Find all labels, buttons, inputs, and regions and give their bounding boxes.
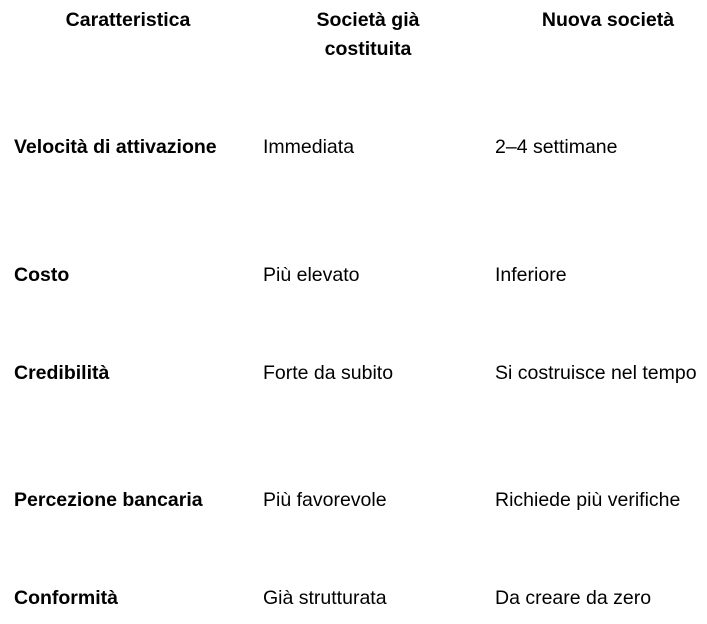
cell-new: Richiede più verifiche	[495, 489, 681, 511]
row-label: Percezione bancaria	[14, 489, 203, 511]
row-label: Credibilità	[14, 362, 110, 384]
row-label: Velocità di attivazione	[14, 136, 217, 158]
cell-new: 2–4 settimane	[495, 136, 618, 158]
cell-new: Si costruisce nel tempo	[495, 362, 697, 384]
cell-existing: Più favorevole	[263, 489, 387, 511]
cell-new: Inferiore	[495, 264, 567, 286]
column-header-feature: Caratteristica	[65, 9, 191, 31]
cell-new: Da creare da zero	[495, 587, 652, 609]
column-header-existing-company: Società già costituita	[316, 9, 420, 60]
cell-existing: Più elevato	[263, 264, 360, 286]
cell-existing: Già strutturata	[263, 587, 387, 609]
row-label: Conformità	[14, 587, 118, 609]
cell-existing: Immediata	[263, 136, 355, 158]
row-label: Costo	[14, 264, 70, 286]
column-header-new-company: Nuova società	[541, 9, 675, 31]
cell-existing: Forte da subito	[263, 362, 394, 384]
